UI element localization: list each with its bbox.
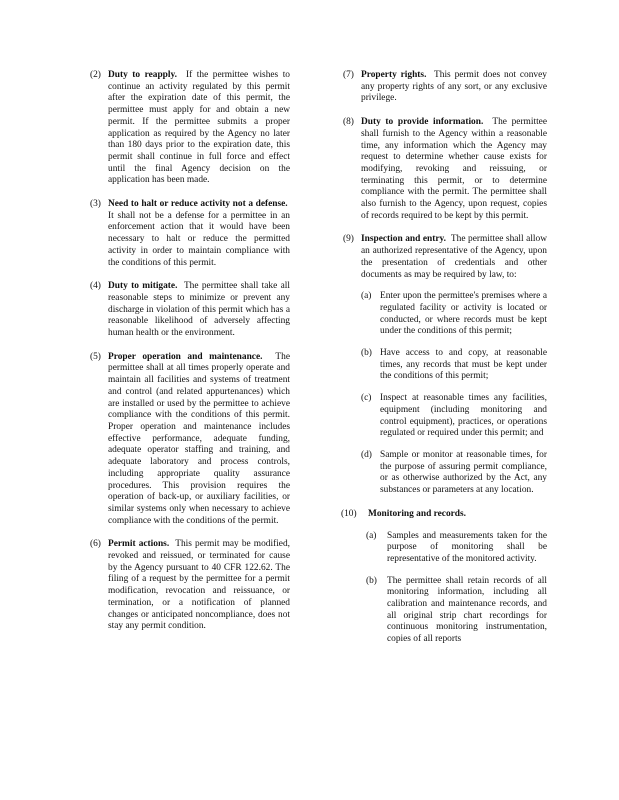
clause-heading: Duty to reapply.: [108, 70, 178, 80]
clause-number: (9): [343, 234, 354, 245]
subclause-list: [368, 531, 547, 646]
clause-text: This permit may be modified, revoked and reissued, or terminated for cause by the Agency pursuant to 40 CFR 122.62. The filing of a request by the permittee for a permit modification, revocation and reissuance, or termination, or a notification of planned changes or anticipated noncompliance, does not stay any permit condition.: [108, 539, 290, 632]
clause-text: If the permittee wishes to continue an activity regulated by this permit after the expiration date of this permit, the permittee must apply for and obtain a new permit. If the permittee submits a proper application as required by the Agency no later than 180 days prior to the expiration date, this permit shall continue in full force and effect until the final Agency decision on the application has been made.: [108, 70, 290, 186]
clause-text: The permittee shall furnish to the Agency within a reasonable time, any information which the Agency may request to determine whether cause exists for modifying, revoking and reissuing, or terminating this permit, or to determine compliance with the permit. The permittee shall also furnish to the Agency, upon request, copies of records required to be kept by this permit.: [361, 117, 547, 221]
subclause-letter: (b): [361, 348, 372, 359]
clause-text: This permit does not convey any property rights of any sort, or any exclusive privilege.: [361, 70, 547, 104]
clause-proper-operation: [90, 352, 290, 528]
subclause-item: [361, 393, 547, 440]
subclause-text: Sample or monitor at reasonable times, for the purpose of assuring permit compliance, or as otherwise authorized by the Act, any substances or parameters at any location.: [380, 449, 547, 496]
clause-text: The permittee shall allow an authorized representative of the Agency, upon the presentation of credentials and other documents as may be required by law, to:: [361, 234, 547, 280]
clause-number: (4): [90, 281, 101, 292]
clause-number: (5): [90, 351, 101, 362]
subclause-item: [368, 576, 547, 646]
clause-duty-to-reapply: [90, 70, 290, 187]
clause-number: (8): [343, 117, 354, 128]
subclause-letter: (b): [366, 575, 377, 586]
clause-heading: Property rights.: [361, 70, 427, 80]
clause-property-rights: [343, 70, 547, 105]
subclause-text: The permittee shall retain records of all monitoring information, including all calibration and maintenance records, and all original strip chart recordings for continuous monitoring instrumentation, copies of all reports: [387, 575, 547, 645]
clause-number: (2): [90, 70, 101, 80]
subclause-item: [361, 348, 547, 383]
left-column: [90, 70, 290, 645]
subclause-letter: (a): [366, 530, 377, 541]
clause-text: The permittee shall at all times properly operate and maintain all facilities and systems of treatment and control (and related appurtenances) which are installed or used by the permittee to achieve compliance with the conditions of this permit. Proper operation and maintenance includes effective performance, adequate funding, adequate operator staffing and training, and adequate laboratory and process controls, including appropriate quality assurance procedures. This provision requires the operation of back-up, or auxiliary facilities, or similar systems only when necessary to achieve compliance with the conditions of the permit.: [108, 351, 290, 526]
clause-heading: Need to halt or reduce activity not a defense.: [108, 199, 288, 210]
subclause-text: Inspect at reasonable times any facilities, equipment (including monitoring and control equipment), practices, or operations regulated or required under this permit; and: [380, 393, 547, 439]
subclause-item: [361, 450, 547, 497]
clause-heading: Proper operation and maintenance.: [108, 351, 263, 362]
clause-number: (10): [341, 508, 357, 519]
clause-heading: Duty to mitigate.: [108, 281, 178, 292]
clause-heading: Duty to provide information.: [361, 117, 484, 128]
subclause-letter: (c): [361, 393, 372, 404]
clause-duty-to-provide-information: [343, 117, 547, 222]
clause-number: (6): [90, 539, 101, 550]
right-column: [343, 70, 547, 658]
clause-monitoring-and-records: [343, 509, 547, 646]
subclause-list: [361, 291, 547, 497]
clause-number: (3): [90, 199, 101, 210]
subclause-text: Samples and measurements taken for the purpose of monitoring shall be representative of the monitored activity.: [387, 530, 547, 564]
clause-number: (7): [343, 70, 354, 80]
subclause-letter: (d): [361, 449, 372, 460]
clause-inspection-and-entry: [343, 234, 547, 496]
subclause-letter: (a): [361, 291, 372, 302]
clause-text: It shall not be a defense for a permittee in an enforcement action that it would have been necessary to halt or reduce the permitted activity in order to maintain compliance with the conditions of this permit.: [108, 210, 290, 268]
subclause-item: [368, 531, 547, 566]
subclause-text: Have access to and copy, at reasonable times, any records that must be kept under the conditions of this permit;: [380, 348, 547, 382]
clause-text: The permittee shall take all reasonable steps to minimize or prevent any discharge in violation of this permit which has a reasonable likelihood of adversely affecting human health or the environment.: [108, 281, 290, 339]
subclause-text: Enter upon the permittee's premises where a regulated facility or activity is located or conducted, or where records must be kept under the conditions of this permit;: [380, 291, 547, 337]
clause-need-to-halt: [90, 199, 290, 269]
clause-heading: Monitoring and records.: [368, 508, 467, 519]
clause-duty-to-mitigate: [90, 281, 290, 340]
clause-permit-actions: [90, 539, 290, 633]
subclause-item: [361, 291, 547, 338]
clause-heading: Inspection and entry.: [361, 234, 447, 245]
clause-heading: Permit actions.: [108, 539, 170, 550]
